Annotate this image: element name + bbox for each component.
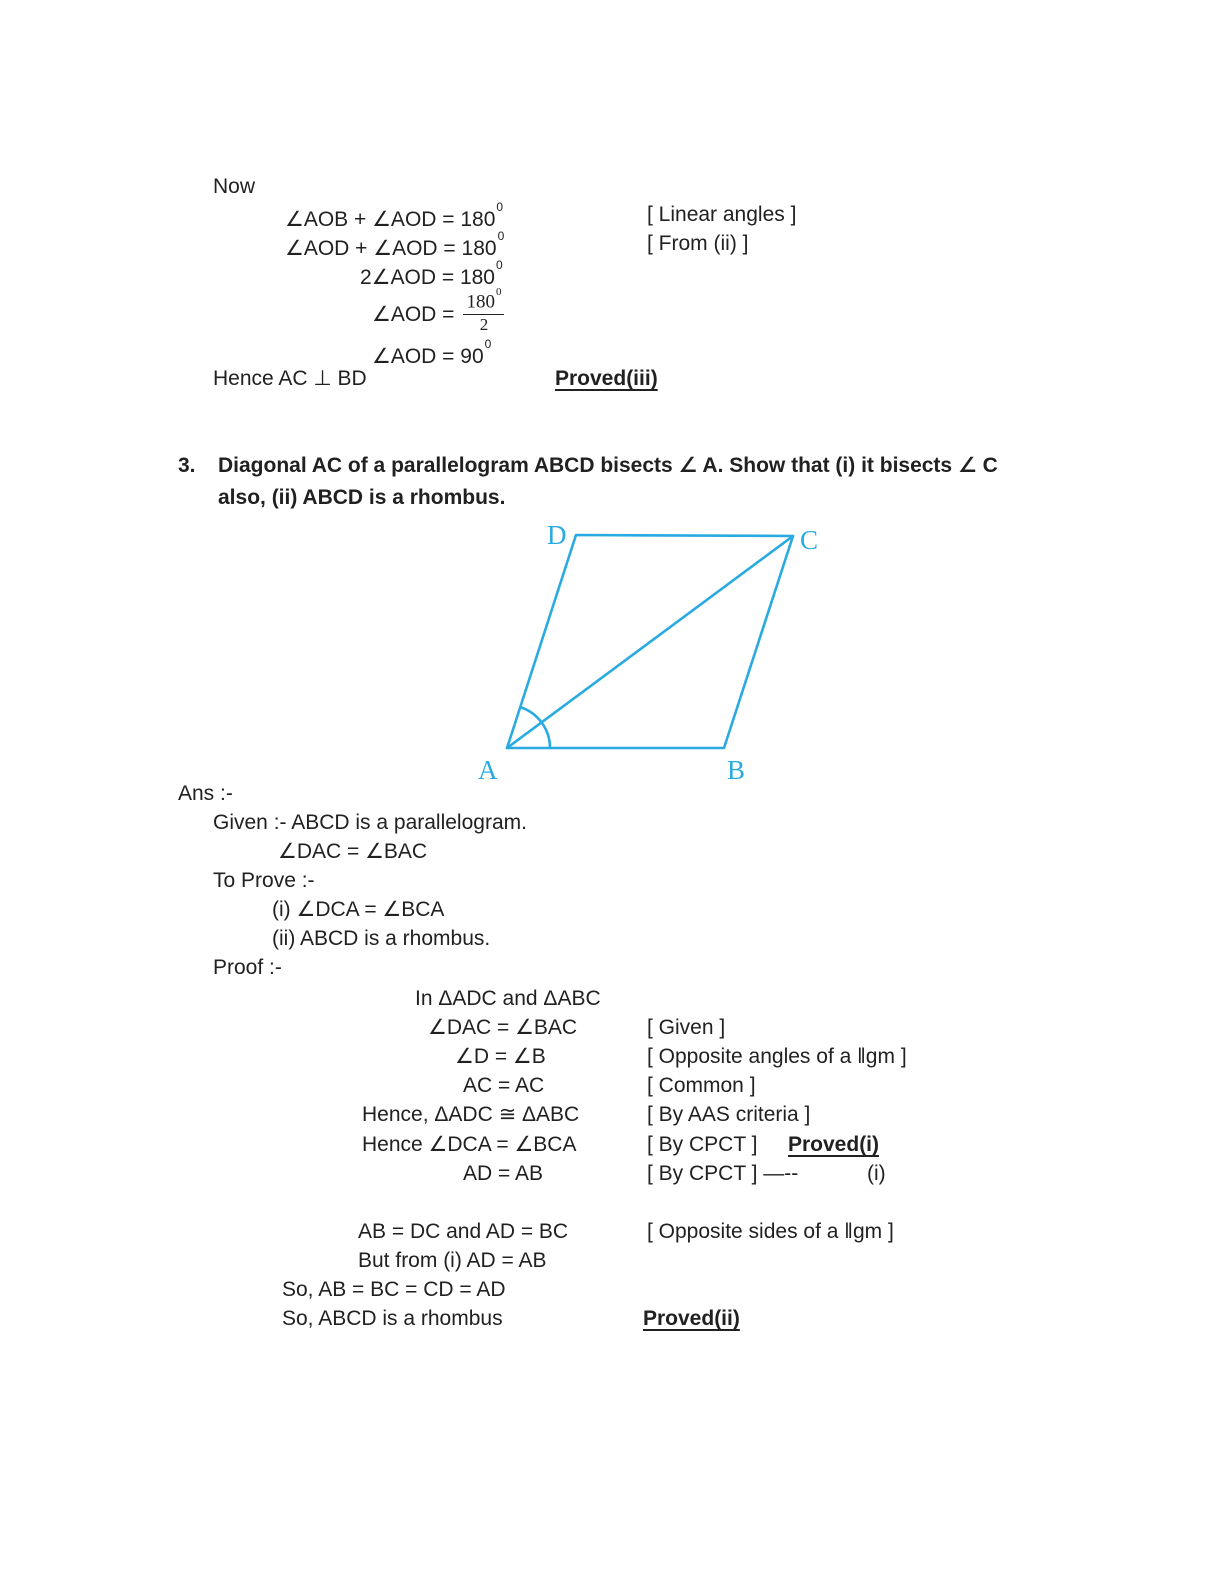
equation: ∠AOD = $90^0$ [372,337,492,368]
equation-reference: (i) [867,1162,886,1185]
question-text: also, (ii) ABCD is a rhombus. [218,486,506,509]
math-line [0,229,1224,258]
proof-line [0,1304,1224,1333]
proof-line [0,984,1224,1013]
vertex-label-c: C [800,525,819,555]
now-label: Now [213,175,256,198]
equation: AD = AB [463,1162,543,1185]
equation: ∠AOB + ∠AOD = $180^0$ [285,200,504,231]
math-line [0,200,1224,229]
equation: Hence, ΔADC ≅ ΔABC [362,1103,580,1126]
bracket-note: [ By CPCT ] —-- [647,1162,799,1185]
question-text: Diagonal AC of a parallelogram ABCD bisects ∠ A. Show that (i) it bisects ∠ C [218,454,998,477]
diagonal-ac [507,536,793,748]
bracket-note: [ Linear angles ] [647,203,797,226]
bracket-note: [ Common ] [647,1074,756,1097]
now-line [0,172,1224,201]
superscript-degree: 0 [497,229,505,243]
given-text: Given :- ABCD is a parallelogram. [213,811,527,834]
prove-text: (i) ∠DCA = ∠BCA [272,898,445,921]
superscript-degree: 0 [496,200,504,214]
math-line-fraction [0,288,1224,340]
proof-line [0,1100,1224,1129]
to-prove-line [0,866,1224,895]
fraction-numerator: $180^0$ [463,291,504,315]
equation: So, AB = BC = CD = AD [282,1278,506,1301]
bracket-note: [ Opposite sides of a ‖gm ] [647,1220,894,1243]
superscript-degree: 0 [484,337,492,351]
equation: ∠DAC = ∠BAC [278,840,428,863]
equation: So, ABCD is a rhombus [282,1307,503,1330]
equation: ∠AOD = $\frac{180^0}{2}$ [372,288,504,340]
equation: AB = DC and AD = BC [358,1220,569,1243]
prove-item-1 [0,895,1224,924]
math-line [0,337,1224,366]
given-equation-line [0,837,1224,866]
equation: 2∠AOD = $180^0$ [360,258,503,289]
given-line [0,808,1224,837]
prove-item-2 [0,924,1224,953]
question-line-1 [0,450,1224,482]
fraction-denominator: 2 [479,315,489,335]
proved-label: Proved(ii) [643,1307,740,1330]
bracket-note: [ Given ] [647,1016,726,1039]
proof-line [0,1217,1224,1246]
to-prove-label: To Prove :- [213,869,315,892]
proof-line [0,1275,1224,1304]
proof-line [0,1042,1224,1071]
equation: AC = AC [463,1074,545,1097]
equation: ∠D = ∠B [455,1045,546,1068]
bracket-note: [ By CPCT ] [647,1133,758,1156]
proof-label: Proof :- [213,956,282,979]
equation: ∠AOD + ∠AOD = $180^0$ [285,229,505,260]
prove-text: (ii) ABCD is a rhombus. [272,927,491,950]
proof-line [0,1246,1224,1275]
bracket-note: [ From (ii) ] [647,232,749,255]
superscript-degree: 0 [495,286,502,299]
superscript-degree: 0 [495,258,503,272]
equation: But from (i) AD = AB [358,1249,547,1272]
proof-line [0,1013,1224,1042]
vertex-label-d: D [547,520,567,550]
ans-label: Ans :- [178,782,233,805]
conclusion-text: Hence AC ⊥ BD [213,367,367,390]
fraction-180-over-2 [463,286,504,335]
vertex-label-a: A [478,755,498,785]
equation: In ΔADC and ΔABC [415,987,601,1010]
proof-line [0,1071,1224,1100]
answer-heading [0,779,1224,808]
proved-label: Proved(iii) [555,367,658,390]
math-line [0,258,1224,287]
conclusion-line [0,364,1224,393]
equation: Hence ∠DCA = ∠BCA [362,1133,577,1156]
bracket-note: [ By AAS criteria ] [647,1103,811,1126]
parallelogram-diagram [440,505,840,790]
question-number: 3. [178,454,196,477]
proved-label: Proved(i) [788,1133,880,1156]
equation: ∠DAC = ∠BAC [428,1016,578,1039]
bracket-note: [ Opposite angles of a ‖gm ] [647,1045,907,1068]
proof-heading [0,953,1224,982]
proof-line [0,1130,1224,1159]
vertex-label-b: B [727,755,746,785]
proof-line [0,1159,1224,1188]
